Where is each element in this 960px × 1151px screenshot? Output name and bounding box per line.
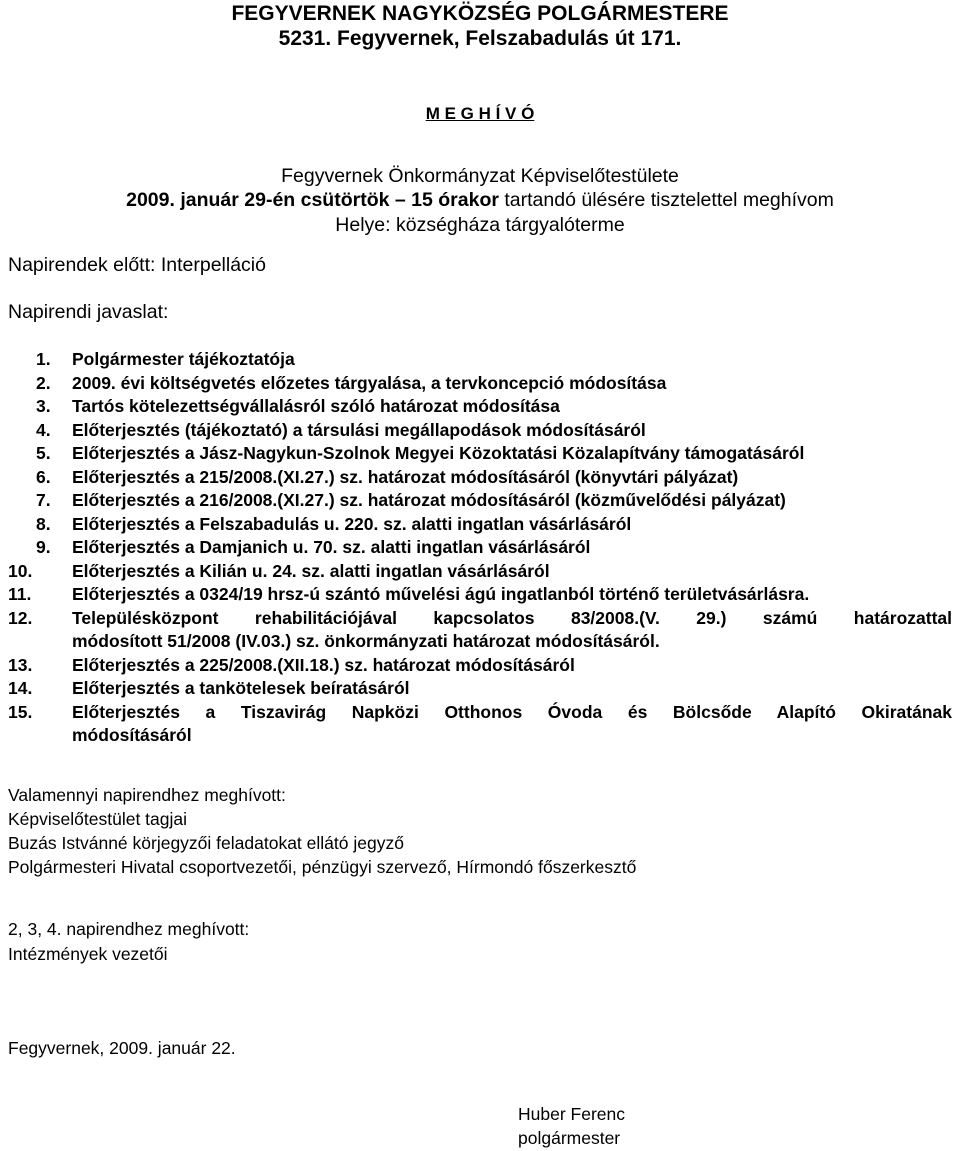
- agenda-number: 12.: [8, 607, 33, 628]
- agenda-item: [8, 513, 952, 537]
- agenda-number: 10.: [8, 560, 33, 581]
- agenda-number: 6.: [36, 466, 51, 487]
- agenda-item: [8, 372, 952, 396]
- invited-all-line: Képviselőtestület tagjai: [8, 809, 187, 829]
- pre-agenda: Napirendek előtt: Interpelláció: [8, 254, 266, 276]
- agenda-item: [8, 654, 952, 678]
- meeting-location: Helye: községháza tárgyalóterme: [335, 214, 625, 236]
- agenda-number: 8.: [36, 513, 51, 534]
- signatory-role: polgármester: [518, 1128, 621, 1148]
- agenda-text-line-2: módosításáról: [72, 725, 192, 745]
- agenda-item: [8, 536, 952, 560]
- agenda-text: Előterjesztés a 216/2008.(XI.27.) sz. határozat módosításáról (közművelődési pályázat): [72, 490, 786, 510]
- agenda-text: 2009. évi költségvetés előzetes tárgyalása, a tervkoncepció módosítása: [72, 372, 667, 393]
- mayor-office-title: FEGYVERNEK NAGYKÖZSÉG POLGÁRMESTERE: [231, 2, 729, 25]
- agenda-number: 7.: [36, 490, 51, 510]
- agenda-text: Előterjesztés a 215/2008.(XI.27.) sz. határozat módosításáról (könyvtári pályázat): [72, 466, 739, 487]
- agenda-text-line-2: módosított 51/2008 (IV.03.) sz. önkormányzati határozat módosításáról.: [72, 631, 660, 651]
- agenda-number: 5.: [36, 443, 51, 463]
- agenda-item: [8, 419, 952, 443]
- agenda-text: Előterjesztés a Damjanich u. 70. sz. alatti ingatlan vásárlásáról: [72, 537, 591, 557]
- agenda-text: Polgármester tájékoztatója: [72, 349, 295, 369]
- signatory-name: Huber Ferenc: [518, 1104, 625, 1124]
- agenda-item: [8, 348, 952, 372]
- agenda-text: Előterjesztés a Kilián u. 24. sz. alatti ingatlan vásárlásáról: [72, 560, 550, 581]
- agenda-item: [8, 701, 952, 748]
- agenda-text: Tartós kötelezettségvállalásról szóló határozat módosítása: [72, 396, 560, 416]
- agenda-item: [8, 395, 952, 419]
- agenda-number: 14.: [8, 678, 33, 698]
- agenda-text-line-1: Előterjesztés a Tiszavirág Napközi Otthonos Óvoda és Bölcsőde Alapító Okiratának: [72, 701, 952, 722]
- agenda-text-line-1: Településközpont rehabilitációjával kapcsolatos 83/2008.(V. 29.) számú határozattal: [72, 607, 952, 628]
- agenda-item: [8, 677, 952, 701]
- invited-234-line: Intézmények vezetői: [8, 944, 168, 964]
- agenda-item: [8, 607, 952, 654]
- agenda-item: [8, 442, 952, 466]
- agenda-text: Előterjesztés a Jász-Nagykun-Szolnok Megyei Közoktatási Közalapítvány támogatásáról: [72, 443, 805, 463]
- date-line: Fegyvernek, 2009. január 22.: [8, 1038, 236, 1058]
- agenda-item: [8, 583, 952, 607]
- agenda-text: Előterjesztés a 225/2008.(XII.18.) sz. határozat módosításáról: [72, 654, 575, 675]
- agenda-list: [8, 348, 952, 748]
- meeting-datetime: 2009. január 29-én csütörtök – 15 órakor: [126, 189, 499, 211]
- agenda-text: Előterjesztés a tankötelesek beíratásáról: [72, 678, 410, 698]
- invited-all-heading: Valamennyi napirendhez meghívott:: [8, 785, 286, 805]
- agenda-text: Előterjesztés a Felszabadulás u. 220. sz. alatti ingatlan vásárlásáról: [72, 513, 632, 534]
- agenda-number: 4.: [36, 419, 51, 440]
- agenda-text: Előterjesztés a 0324/19 hrsz-ú szántó művelési ágú ingatlanból történő területvásárlásra.: [72, 584, 810, 604]
- agenda-item: [8, 489, 952, 513]
- agenda-number: 3.: [36, 396, 51, 416]
- invitation-title: M E G H Í V Ó: [425, 104, 535, 123]
- agenda-number: 11.: [8, 584, 32, 604]
- agenda-number: 1.: [36, 349, 51, 369]
- invited-234-heading: 2, 3, 4. napirendhez meghívott:: [8, 919, 250, 939]
- agenda-number: 9.: [36, 537, 51, 557]
- invited-all-line: Buzás Istvánné körjegyzői feladatokat ellátó jegyző: [8, 833, 404, 853]
- agenda-number: 15.: [8, 701, 33, 722]
- intro-line-1: Fegyvernek Önkormányzat Képviselőtestülete: [281, 165, 679, 187]
- agenda-item: [8, 466, 952, 490]
- agenda-label: Napirendi javaslat:: [8, 301, 169, 323]
- mayor-office-address: 5231. Fegyvernek, Felszabadulás út 171.: [278, 27, 682, 50]
- agenda-number: 2.: [36, 372, 51, 393]
- agenda-item: [8, 560, 952, 584]
- intro-line-2: [0, 188, 960, 212]
- meeting-purpose: tartandó ülésére tisztelettel meghívom: [498, 189, 834, 211]
- invited-all-line: Polgármesteri Hivatal csoportvezetői, pénzügyi szervező, Hírmondó főszerkesztő: [8, 857, 637, 877]
- agenda-number: 13.: [8, 654, 33, 675]
- agenda-text: Előterjesztés (tájékoztató) a társulási megállapodások módosításáról: [72, 419, 646, 440]
